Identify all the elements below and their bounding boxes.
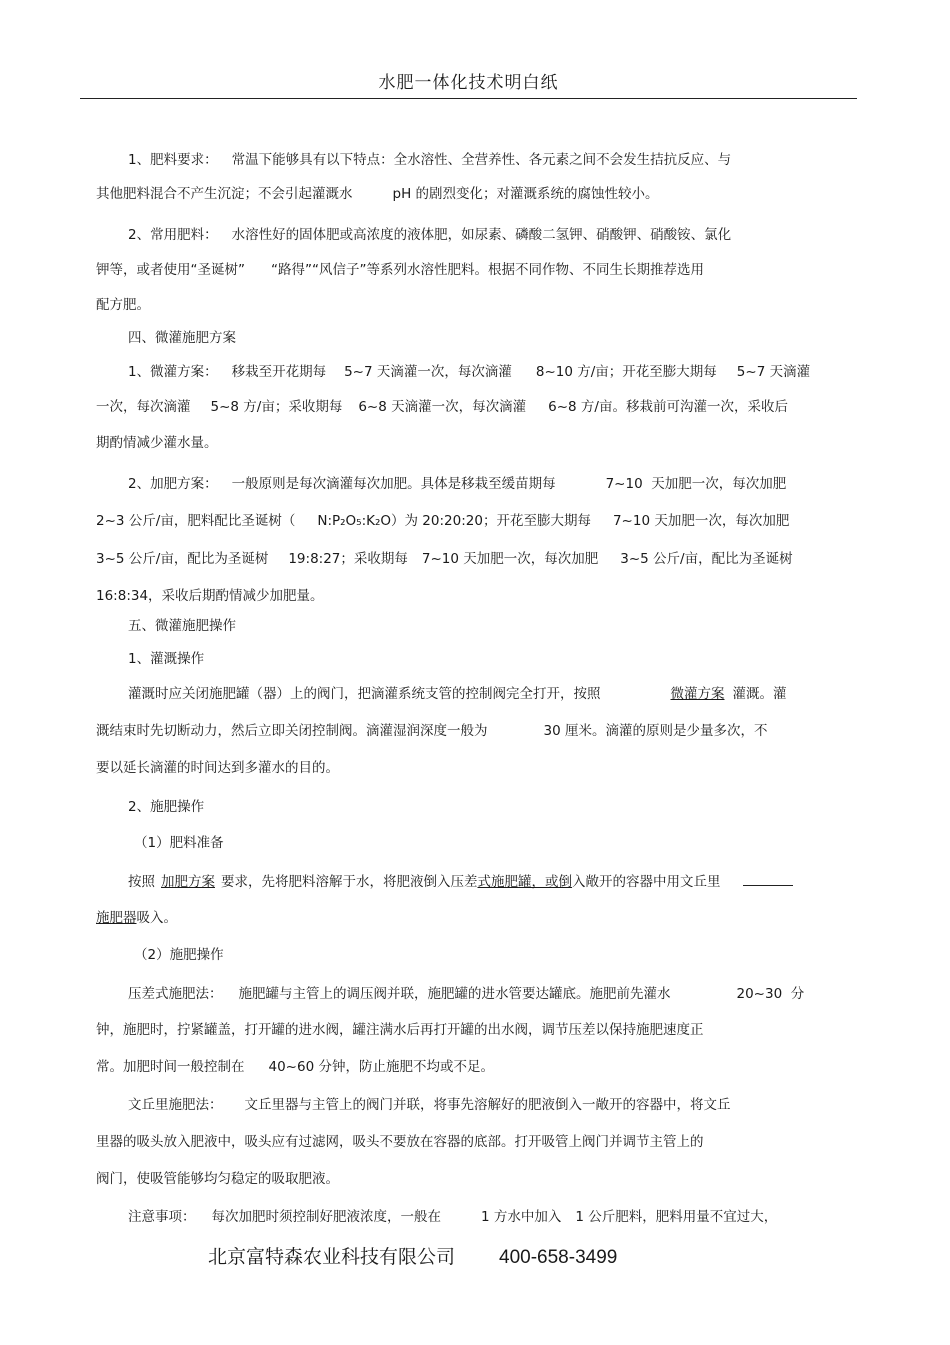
section-heading: 四、微灌施肥方案	[128, 330, 236, 346]
text-segment: 一次，每次滴灌	[96, 399, 191, 415]
text-line: 要以延长滴灌的时间达到多灌水的目的。	[96, 760, 339, 776]
text-segment: 注意事项：	[128, 1209, 196, 1225]
text-segment: 常温下能够具有以下特点：全水溶性、全营养性、各元素之间不会发生拮抗反应、与	[231, 152, 732, 168]
text-segment: 入敞开的容器中用文丘里	[572, 874, 721, 890]
header-divider	[80, 98, 857, 99]
text-line	[128, 475, 786, 493]
text-segment: 水溶性好的固体肥或高浓度的液体肥，如尿素、磷酸二氢钾、硝酸钾、硝酸铵、氯化	[231, 227, 732, 243]
text-segment: 8~10 方/亩；开花至膨大期每	[535, 364, 717, 380]
text-segment: 压差式施肥法：	[128, 986, 223, 1002]
text-segment: 文丘里器与主管上的阀门并联，将事先溶解好的肥液倒入一敞开的容器中，将文丘	[244, 1097, 731, 1113]
text-line	[128, 363, 810, 381]
text-line	[96, 1058, 494, 1076]
text-segment: 吸入。	[136, 910, 177, 926]
text-line: 期酌情减少灌水量。	[96, 435, 218, 451]
text-line: 配方肥。	[96, 297, 150, 313]
text-segment: pH 的剧烈变化；对灌溉系统的腐蚀性较小。	[392, 186, 659, 202]
text-segment: 常。加肥时间一般控制在	[96, 1059, 245, 1075]
text-line	[96, 550, 793, 568]
text-line: 里器的吸头放入肥液中，吸头应有过滤网，吸头不要放在容器的底部。打开吸管上阀门并调节主管上的	[96, 1134, 704, 1150]
text-segment: 灌溉。灌	[732, 686, 787, 702]
text-line	[96, 261, 704, 279]
text-segment: N:P₂O₅:K₂O）为 20:20:20；开花至膨大期每	[317, 513, 591, 529]
text-segment: 式施肥罐，或倒	[477, 874, 572, 890]
text-segment: 3~5 公斤/亩，配比为圣诞树	[620, 551, 793, 567]
text-segment: 1、微灌方案：	[128, 364, 218, 380]
text-line	[96, 185, 659, 203]
text-segment: 其他肥料混合不产生沉淀；不会引起灌溉水	[96, 186, 353, 202]
text-segment: 30 厘米。滴灌的原则是少量多次，不	[543, 723, 768, 739]
text-segment: 1、肥料要求：	[128, 152, 218, 168]
text-segment: 3~5 公斤/亩，配比为圣诞树	[96, 551, 269, 567]
text-segment: 19:8:27；采收期每	[288, 551, 408, 567]
text-segment: 一般原则是每次滴灌每次加肥。具体是移栽至缓苗期每	[231, 476, 556, 492]
subsection-heading: （1）肥料准备	[134, 835, 224, 851]
text-segment: 2、加肥方案：	[128, 476, 218, 492]
footer-company: 北京富特森农业科技有限公司	[208, 1246, 456, 1268]
section-heading: 五、微灌施肥操作	[128, 618, 236, 634]
text-segment: 钾等，或者使用“圣诞树”	[96, 262, 245, 278]
text-segment: 1 公斤肥料，肥料用量不宜过大，	[575, 1209, 778, 1225]
text-segment: 要求，先将肥料溶解于水，将肥液倒入压差	[221, 874, 478, 890]
text-segment: 40~60 分钟，防止施肥不均或不足。	[268, 1059, 494, 1075]
page-title: 水肥一体化技术明白纸	[378, 73, 559, 93]
text-line	[96, 909, 177, 927]
text-segment: 2~3 公斤/亩，肥料配比圣诞树（	[96, 513, 296, 529]
underline-blank	[743, 873, 793, 886]
text-line: 16:8:34，采收后期酌情减少加肥量。	[96, 588, 324, 604]
text-line	[128, 226, 731, 244]
text-segment: 施肥罐与主管上的调压阀并联，施肥罐的进水管要达罐底。施肥前先灌水	[238, 986, 671, 1002]
text-segment: 移栽至开花期每	[231, 364, 327, 380]
text-segment: 加肥方案	[161, 874, 215, 890]
subsection-heading: 1、灌溉操作	[128, 651, 205, 667]
text-segment: 7~10 天加肥一次，每次加肥	[421, 551, 599, 567]
text-line	[128, 1208, 777, 1226]
text-segment: 5~7 天滴灌	[736, 364, 811, 380]
text-segment: 溉结束时先切断动力，然后立即关闭控制阀。滴灌湿润深度一般为	[96, 723, 488, 739]
text-segment: 2、常用肥料：	[128, 227, 218, 243]
text-segment: 灌溉时应关闭施肥罐（器）上的阀门，把滴灌系统支管的控制阀完全打开，按照	[128, 686, 601, 702]
text-segment: 5~7 天滴灌一次，每次滴灌	[344, 364, 512, 380]
footer-phone: 400-658-3499	[499, 1247, 618, 1268]
text-line	[128, 1096, 731, 1114]
text-segment: 文丘里施肥法：	[128, 1097, 223, 1113]
text-line	[128, 685, 787, 703]
text-segment: 微灌方案	[670, 686, 725, 702]
text-line	[128, 151, 731, 169]
text-segment: 每次加肥时须控制好肥液浓度，一般在	[211, 1209, 441, 1225]
text-segment: 6~8 天滴灌一次，每次滴灌	[358, 399, 527, 415]
text-segment: 7~10 天加肥一次，每次加肥	[612, 513, 790, 529]
text-segment: 5~8 方/亩；采收期每	[210, 399, 343, 415]
subsection-heading: （2）施肥操作	[134, 947, 224, 963]
text-line	[96, 398, 788, 416]
text-line	[96, 722, 767, 740]
text-line	[128, 873, 793, 891]
text-segment: 1 方水中加入	[481, 1209, 562, 1225]
text-segment: 按照	[128, 874, 155, 890]
text-line: 阀门，使吸管能够均匀稳定的吸取肥液。	[96, 1171, 339, 1187]
text-line	[128, 985, 804, 1003]
text-segment: 20~30 分	[736, 986, 805, 1002]
text-line: 钟，施肥时，拧紧罐盖，打开罐的进水阀，罐注满水后再打开罐的出水阀，调节压差以保持施肥速度正	[96, 1022, 704, 1038]
footer	[208, 1242, 617, 1269]
text-segment: 施肥器	[96, 910, 137, 926]
text-line	[96, 512, 789, 530]
subsection-heading: 2、施肥操作	[128, 799, 205, 815]
text-segment: 6~8 方/亩。移栽前可沟灌一次，采收后	[548, 399, 788, 415]
text-segment: 7~10 天加肥一次，每次加肥	[605, 476, 787, 492]
text-segment: “路得”“风信子”等系列水溶性肥料。根据不同作物、不同生长期推荐选用	[271, 262, 704, 278]
